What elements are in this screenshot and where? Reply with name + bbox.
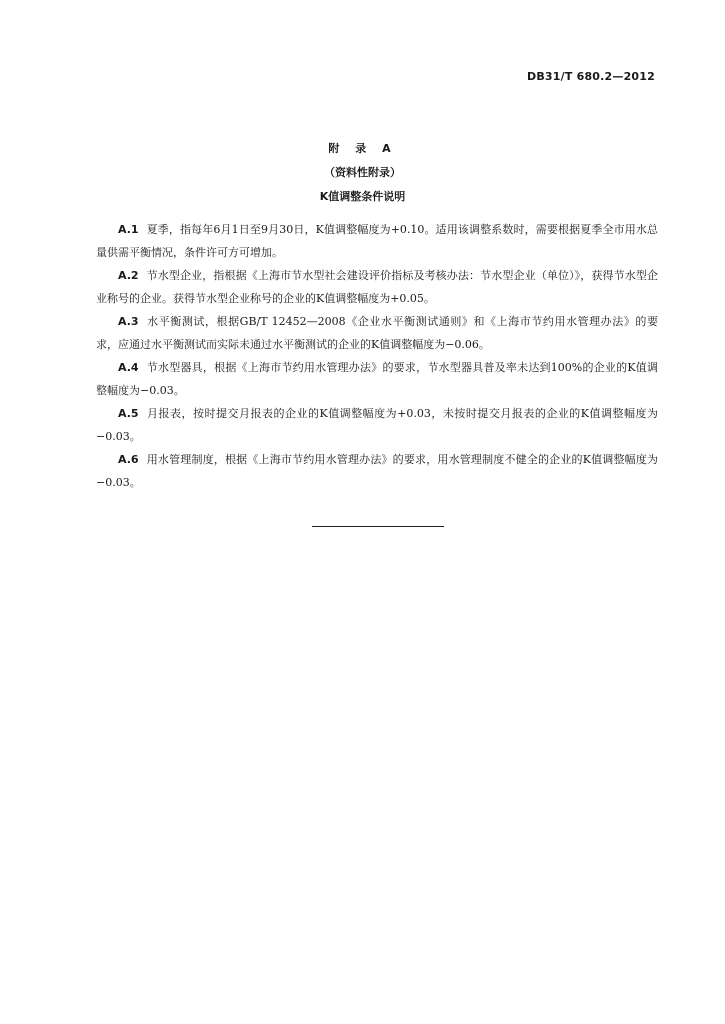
clause-text: 节水型器具，根据《上海市节约用水管理办法》的要求，节水型器具普及率未达到100%的企业的K值调整幅度为−0.03。 <box>96 361 658 397</box>
appendix-subtitle: （资料性附录） <box>324 166 401 179</box>
clause-text: 夏季，指每年6月1日至9月30日，K值调整幅度为+0.10。适用该调整系数时，需要根据夏季全市用水总量供需平衡情况，条件许可方可增加。 <box>96 223 658 259</box>
clause-number: A.2 <box>118 269 139 282</box>
appendix-heading: K值调整条件说明 <box>319 190 406 203</box>
clause-text: 月报表，按时提交月报表的企业的K值调整幅度为+0.03，未按时提交月报表的企业的K值调整幅度为−0.03。 <box>96 407 658 443</box>
paragraph-a6 <box>96 448 658 494</box>
standard-code: DB31/T 680.2—2012 <box>527 70 655 83</box>
clause-number: A.6 <box>118 453 139 466</box>
paragraph-a5 <box>96 402 658 448</box>
clause-text: 水平衡测试，根据GB/T 12452—2008《企业水平衡测试通则》和《上海市节约用水管理办法》的要求，应通过水平衡测试而实际未通过水平衡测试的企业的K值调整幅度为−0.06。 <box>96 315 658 351</box>
paragraph-a3 <box>96 310 658 356</box>
clause-text: 节水型企业，指根据《上海市节水型社会建设评价指标及考核办法：节水型企业（单位）》，获得节水型企业称号的企业。获得节水型企业称号的企业的K值调整幅度为+0.05。 <box>96 269 658 305</box>
paragraph-a2 <box>96 264 658 310</box>
clause-number: A.5 <box>118 407 139 420</box>
clause-number: A.4 <box>118 361 139 374</box>
appendix-title: 附 录 A <box>328 142 397 155</box>
end-rule-divider <box>312 526 444 527</box>
paragraph-a1 <box>96 218 658 264</box>
clause-number: A.3 <box>118 315 139 328</box>
appendix-body <box>96 218 658 494</box>
clause-number: A.1 <box>118 223 139 236</box>
clause-text: 用水管理制度，根据《上海市节约用水管理办法》的要求，用水管理制度不健全的企业的K值调整幅度为−0.03。 <box>96 453 658 489</box>
paragraph-a4 <box>96 356 658 402</box>
